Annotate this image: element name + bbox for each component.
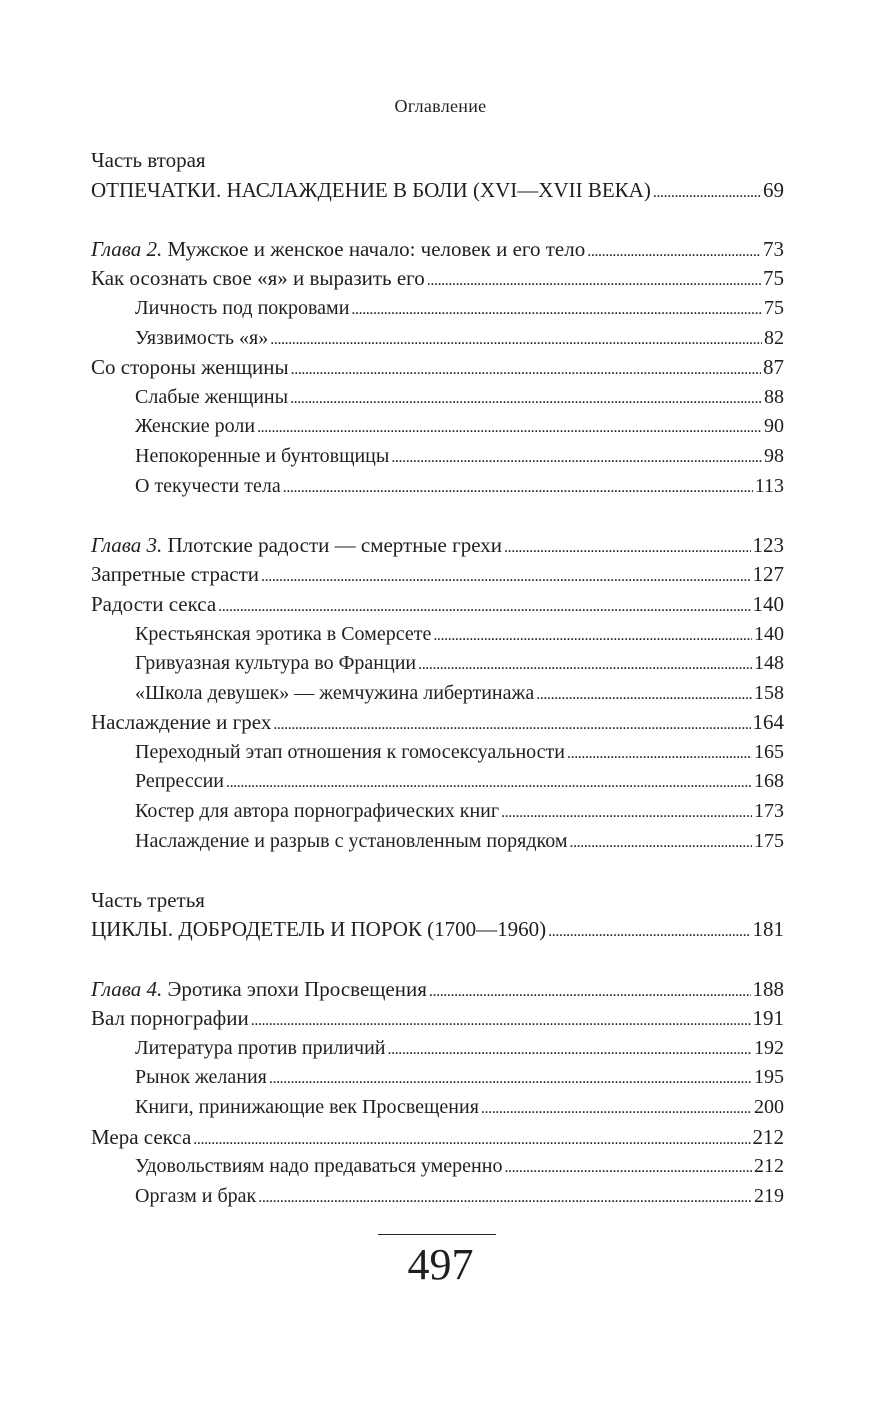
entry-title: Радости секса bbox=[91, 591, 217, 616]
folio-rule bbox=[378, 1234, 496, 1235]
entry-title: Репрессии bbox=[135, 770, 224, 793]
entry-page-number: 140 bbox=[754, 622, 784, 645]
chapter-prefix: Глава 4. bbox=[91, 976, 163, 1001]
entry-page-number: 148 bbox=[754, 652, 784, 675]
entry-title: О текучести тела bbox=[135, 474, 281, 497]
dot-leader bbox=[548, 915, 750, 947]
dot-leader bbox=[569, 827, 752, 858]
entry-title bbox=[91, 975, 427, 1005]
dot-leader bbox=[653, 176, 761, 208]
entry-page-number: 82 bbox=[764, 326, 784, 349]
toc-subsection-entry bbox=[91, 738, 784, 768]
entry-page-number: 192 bbox=[754, 1036, 784, 1059]
entry-title: «Школа девушек» — жемчужина либертинажа bbox=[135, 681, 535, 704]
toc-subsection-entry bbox=[91, 1063, 784, 1093]
toc-section-entry bbox=[91, 708, 784, 738]
dot-leader bbox=[270, 324, 762, 355]
entry-title: Слабые женщины bbox=[135, 385, 289, 408]
dot-leader bbox=[391, 442, 762, 473]
toc-section-entry bbox=[91, 560, 784, 590]
toc-chapter-entry bbox=[91, 531, 784, 561]
entry-title: Со стороны женщины bbox=[91, 355, 289, 380]
toc-subsection-entry bbox=[91, 1034, 784, 1064]
entry-page-number: 90 bbox=[764, 415, 784, 438]
toc-section-entry bbox=[91, 590, 784, 620]
entry-page-number: 175 bbox=[754, 829, 784, 852]
toc-subsection-entry bbox=[91, 412, 784, 442]
entry-title: Переходный этап отношения к гомосексуальности bbox=[135, 740, 565, 763]
dot-leader bbox=[427, 264, 761, 296]
entry-page-number: 73 bbox=[763, 236, 784, 261]
toc-subsection-entry bbox=[91, 1152, 784, 1182]
section-gap bbox=[91, 205, 784, 235]
entry-title: Как осознать свое «я» и выразить его bbox=[91, 266, 425, 291]
entry-title bbox=[91, 531, 502, 561]
toc-subsection-entry bbox=[91, 620, 784, 650]
entry-title: ЦИКЛЫ. ДОБРОДЕТЕЛЬ И ПОРОК (1700—1960) bbox=[91, 917, 547, 942]
dot-leader bbox=[433, 620, 752, 651]
entry-title: Женские роли bbox=[135, 415, 256, 438]
entry-page-number: 140 bbox=[752, 591, 784, 616]
entry-title: Оргазм и брак bbox=[135, 1184, 257, 1207]
dot-leader bbox=[504, 1152, 752, 1183]
toc-subsection-entry bbox=[91, 472, 784, 502]
entry-title: Крестьянская эротика в Сомерсете bbox=[135, 622, 432, 645]
toc-subsection-entry bbox=[91, 1182, 784, 1212]
page-number: 497 bbox=[407, 1240, 474, 1289]
entry-title: Вал порнографии bbox=[91, 1006, 249, 1031]
entry-page-number: 195 bbox=[754, 1066, 784, 1089]
entry-page-number: 98 bbox=[764, 444, 784, 467]
dot-leader bbox=[283, 472, 753, 503]
entry-title: Личность под покровами bbox=[135, 296, 350, 319]
dot-leader bbox=[258, 1182, 752, 1213]
dot-leader bbox=[567, 738, 752, 769]
entry-page-number: 173 bbox=[754, 800, 784, 823]
entry-page-number: 87 bbox=[763, 355, 784, 380]
toc-subsection-entry bbox=[91, 679, 784, 709]
entry-title bbox=[91, 235, 585, 265]
entry-page-number: 191 bbox=[752, 1006, 784, 1031]
dot-leader bbox=[387, 1034, 752, 1065]
entry-title: Рынок желания bbox=[135, 1066, 267, 1089]
entry-title: Уязвимость «я» bbox=[135, 326, 269, 349]
section-gap bbox=[91, 501, 784, 531]
entry-title: Запретные страсти bbox=[91, 562, 260, 587]
part-label: Часть вторая bbox=[91, 148, 206, 172]
entry-page-number: 69 bbox=[763, 177, 784, 202]
entry-page-number: 75 bbox=[763, 266, 784, 291]
dot-leader bbox=[290, 383, 762, 414]
dot-leader bbox=[273, 708, 750, 740]
toc-section-entry bbox=[91, 353, 784, 383]
dot-leader bbox=[481, 1093, 752, 1124]
chapter-prefix: Глава 2. bbox=[91, 236, 163, 261]
running-head: Оглавление bbox=[394, 96, 487, 116]
dot-leader bbox=[226, 767, 752, 798]
toc-chapter-entry bbox=[91, 975, 784, 1005]
dot-leader bbox=[269, 1063, 752, 1094]
entry-page-number: 165 bbox=[754, 740, 784, 763]
entry-title: Литература против приличий bbox=[135, 1036, 386, 1059]
entry-page-number: 123 bbox=[752, 532, 784, 557]
entry-page-number: 181 bbox=[752, 917, 784, 942]
toc-subsection-entry bbox=[91, 324, 784, 354]
entry-title: Удовольствиям надо предаваться умеренно bbox=[135, 1155, 503, 1178]
entry-page-number: 168 bbox=[754, 770, 784, 793]
toc-section-entry bbox=[91, 1004, 784, 1034]
entry-page-number: 75 bbox=[764, 296, 784, 319]
entry-page-number: 212 bbox=[752, 1124, 784, 1149]
entry-title: Наслаждение и разрыв с установленным порядком bbox=[135, 829, 568, 852]
table-of-contents bbox=[91, 146, 784, 1211]
toc-subsection-entry bbox=[91, 383, 784, 413]
toc-subsection-entry bbox=[91, 442, 784, 472]
entry-page-number: 200 bbox=[754, 1096, 784, 1118]
toc-subsection-entry bbox=[91, 797, 784, 827]
toc-chapter-entry bbox=[91, 235, 784, 265]
entry-page-number: 164 bbox=[752, 710, 784, 735]
toc-subsection-entry bbox=[91, 649, 784, 679]
dot-leader bbox=[418, 649, 752, 680]
dot-leader bbox=[501, 797, 752, 828]
entry-page-number: 88 bbox=[764, 385, 784, 408]
toc-section-entry bbox=[91, 176, 784, 206]
entry-page-number: 188 bbox=[752, 976, 784, 1001]
dot-leader bbox=[291, 353, 761, 385]
chapter-title: Мужское и женское начало: человек и его тело bbox=[167, 236, 586, 261]
dot-leader bbox=[193, 1123, 750, 1155]
dot-leader bbox=[251, 1004, 751, 1036]
dot-leader bbox=[587, 235, 761, 267]
entry-page-number: 158 bbox=[754, 681, 784, 704]
section-gap bbox=[91, 856, 784, 886]
entry-title: Непокоренные и бунтовщицы bbox=[135, 444, 390, 467]
chapter-title: Эротика эпохи Просвещения bbox=[167, 976, 427, 1001]
entry-title: Наслаждение и грех bbox=[91, 710, 272, 735]
entry-page-number: 127 bbox=[752, 562, 784, 587]
dot-leader bbox=[261, 560, 750, 592]
entry-title: Костер для автора порнографических книг bbox=[135, 800, 500, 823]
section-gap bbox=[91, 945, 784, 975]
dot-leader bbox=[536, 679, 752, 710]
entry-title: Гривуазная культура во Франции bbox=[135, 652, 417, 675]
toc-subsection-entry bbox=[91, 767, 784, 797]
entry-title: Книги, принижающие век Просвещения bbox=[135, 1096, 479, 1118]
dot-leader bbox=[218, 590, 750, 622]
entry-page-number: 219 bbox=[754, 1184, 784, 1207]
toc-subsection-entry bbox=[91, 827, 784, 857]
dot-leader bbox=[257, 412, 762, 443]
dot-leader bbox=[429, 975, 751, 1007]
entry-title: Мера секса bbox=[91, 1124, 192, 1149]
toc-subsection-entry bbox=[91, 294, 784, 324]
toc-section-entry bbox=[91, 264, 784, 294]
chapter-title: Плотские радости — смертные грехи bbox=[167, 532, 503, 557]
toc-section-entry bbox=[91, 915, 784, 945]
dot-leader bbox=[504, 531, 750, 563]
part-label: Часть третья bbox=[91, 887, 205, 912]
entry-page-number: 212 bbox=[754, 1155, 784, 1178]
toc-subsection-entry bbox=[91, 1093, 784, 1123]
entry-page-number: 113 bbox=[754, 474, 784, 497]
dot-leader bbox=[351, 294, 762, 325]
chapter-prefix: Глава 3. bbox=[91, 532, 163, 557]
entry-title: ОТПЕЧАТКИ. НАСЛАЖДЕНИЕ В БОЛИ (XVI—XVII ВЕКА) bbox=[91, 177, 651, 202]
toc-section-entry bbox=[91, 1123, 784, 1153]
